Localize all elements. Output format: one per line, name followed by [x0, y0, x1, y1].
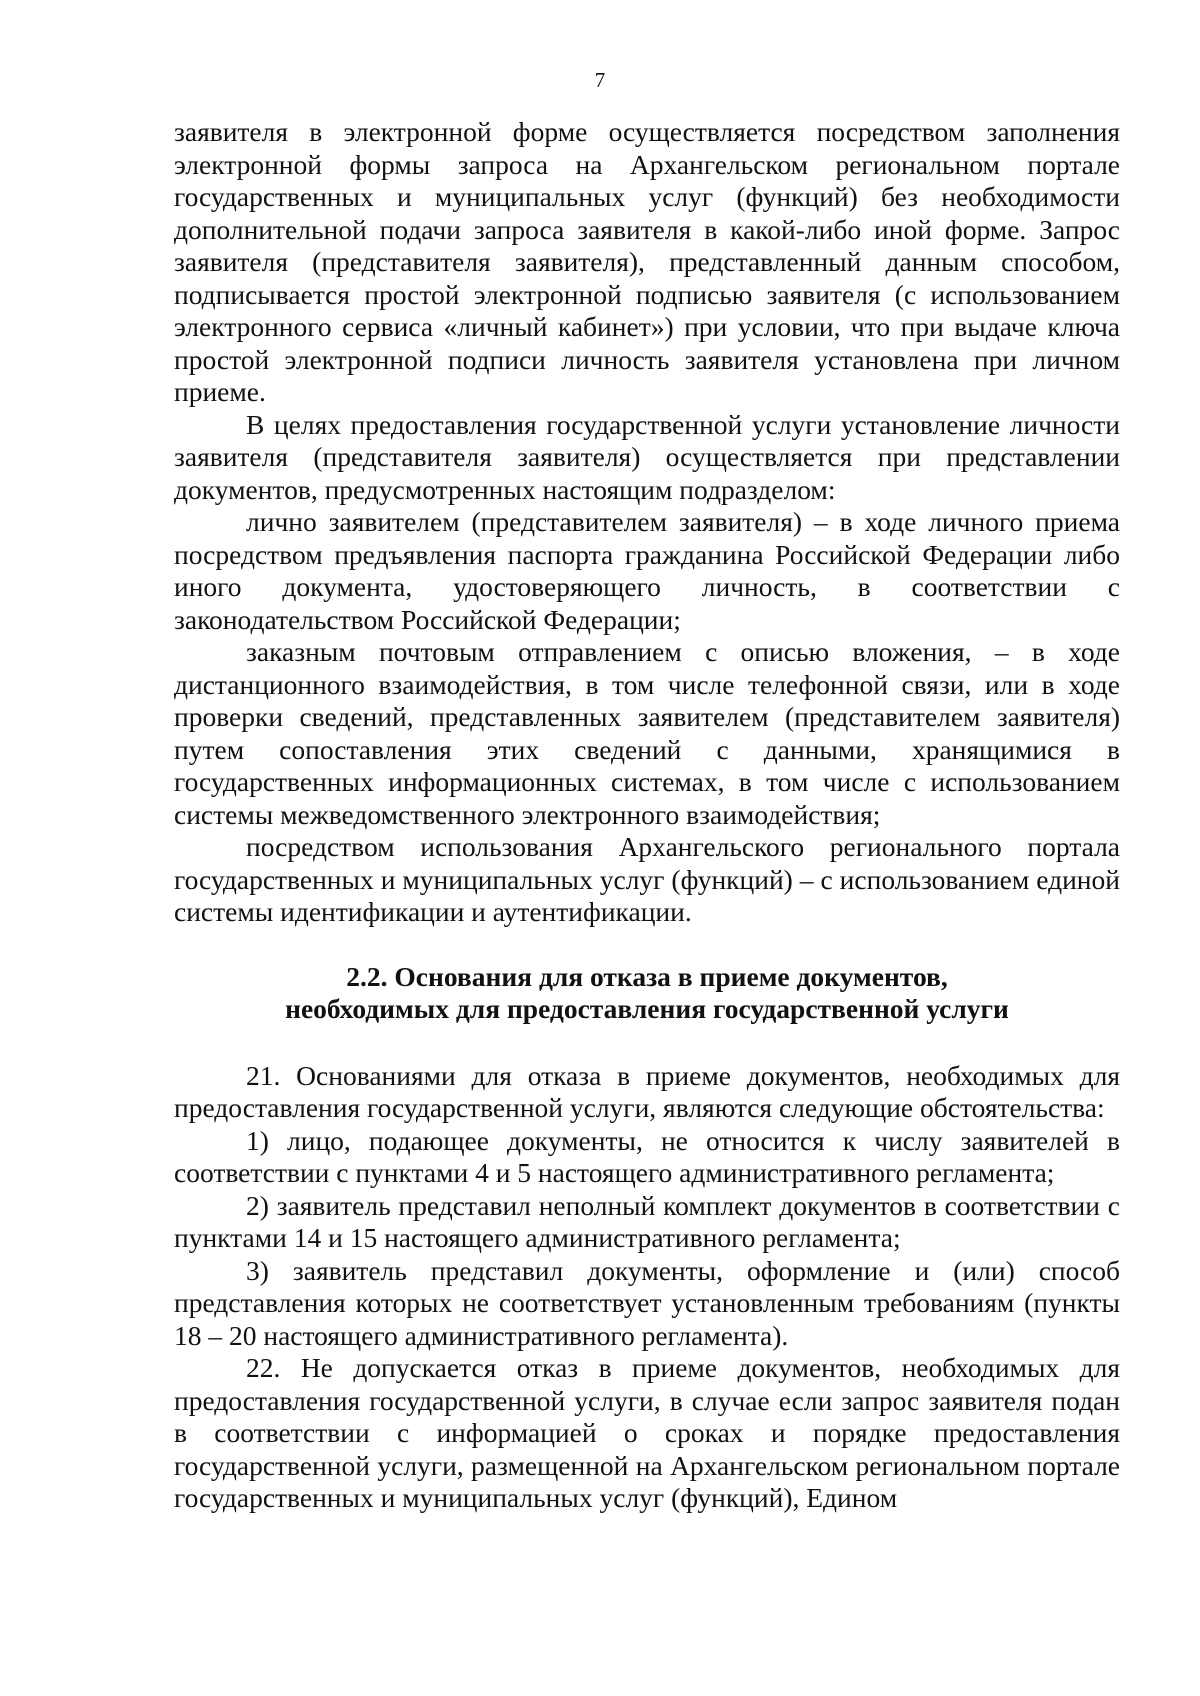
paragraph-continuation: заявителя в электронной форме осуществляется посредством заполнения электронной формы запроса на Архангельском региональном портале государственных и муниципальных услуг (функций) без необходимости дополнительной подачи запроса заявителя в какой-либо иной форме. Запрос заявителя (представителя заявителя), представленный данным способом, подписывается простой электронной подписью заявителя (с использованием электронного сервиса «личный кабинет») при условии, что при выдаче ключа простой электронной подписи личность заявителя установлена при личном приеме. — [174, 116, 1120, 407]
paragraph-subitem-1: 1) лицо, подающее документы, не относится к числу заявителей в соответствии с пунктами 4 и 5 настоящего административного регламента; — [174, 1124, 1120, 1188]
section-heading — [174, 929, 1120, 1060]
paragraph-subitem-3: 3) заявитель представил документы, оформление и (или) способ представления которых не соответствует установленным требованиям (пункты 18 – 20 настоящего административного регламента). — [174, 1254, 1120, 1351]
paragraph-subitem-2: 2) заявитель представил неполный комплект документов в соответствии с пунктами 14 и 15 настоящего административного регламента; — [174, 1189, 1120, 1253]
section-heading-line-1: 2.2. Основания для отказа в приеме документов, — [346, 960, 948, 992]
paragraph-registered-mail: заказным почтовым отправлением с описью вложения, – в ходе дистанционного взаимодействия, в том числе телефонной связи, или в ходе проверки сведений, представленных заявителем (представителем заявителя) путем сопоставления этих сведений с данными, хранящимися в государственных информационных системах, в том числе с использованием системы межведомственного электронного взаимодействия; — [174, 636, 1120, 830]
page-number: 7 — [594, 68, 606, 92]
paragraph-in-person: лично заявителем (представителем заявителя) – в ходе личного приема посредством предъявления паспорта гражданина Российской Федерации либо иного документа, удостоверяющего личность, в соответствии с законодательством Российской Федерации; — [174, 506, 1120, 635]
paragraph-identity-verification: В целях предоставления государственной услуги установление личности заявителя (представителя заявителя) осуществляется при представлении документов, предусмотренных настоящим подразделом: — [174, 408, 1120, 505]
paragraph-item-21: 21. Основаниями для отказа в приеме документов, необходимых для предоставления государственной услуги, являются следующие обстоятельства: — [174, 1059, 1120, 1123]
paragraph-regional-portal: посредством использования Архангельского регионального портала государственных и муниципальных услуг (функций) – с использованием единой системы идентификации и аутентификации. — [174, 831, 1120, 927]
paragraph-item-22: 22. Не допускается отказ в приеме документов, необходимых для предоставления государственной услуги, в случае если запрос заявителя подан в соответствии с информацией о сроках и порядке предоставления государственной услуги, размещенной на Архангельском региональном портале государственных и муниципальных услуг (функций), Едином — [174, 1352, 1120, 1513]
document-body — [174, 116, 1120, 1515]
section-heading-line-2: необходимых для предоставления государственной услуги — [285, 993, 1009, 1024]
